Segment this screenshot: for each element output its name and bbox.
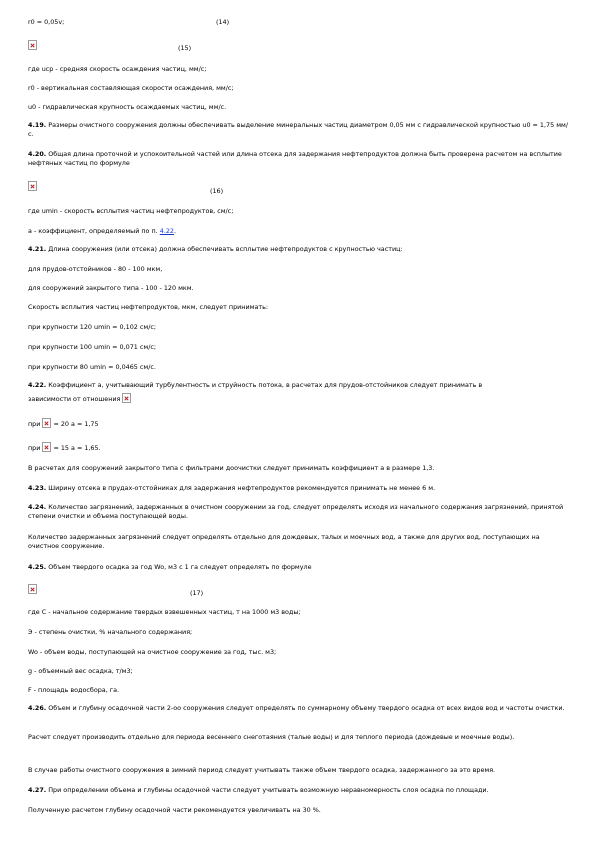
equation-17-number: (17) [190,589,204,597]
definition-text: . [173,227,177,235]
paragraph-4-26-winter: В случае работы очистного сооружения в зимний период следует учитывать также объем твердого осадка, задержанного за это время. [28,766,496,774]
clause-number: 4.21. [28,245,47,253]
clause-text: Длина сооружения (или отсека) должна обеспечивать всплытие нефтепродуктов с крупностью частиц: [48,245,403,253]
list-item: при крупности 80 umin = 0,0465 см/с. [28,363,156,371]
clause-number: 4.19. [28,121,47,129]
ratio-line [28,418,568,430]
clause-number: 4.22. [28,381,47,389]
clause-number: 4.25. [28,563,47,571]
clause-text: Коэффициент a, учитывающий турбулентность и струйность потока, в расчетах для прудов-отстойников следует принимать в [48,381,483,389]
list-item: при крупности 100 umin = 0,071 см/с; [28,343,157,351]
broken-image-icon [42,418,51,428]
clause-text: Общая длина проточной и успокоительной частей или длина отсека для задержания нефтепродуктов должна быть проверена расчетом на всплытие нефтяных частиц по формуле [28,150,562,167]
paragraph-4-26-cont: Расчет следует производить отдельно для периода весеннего снеготаяния (талые воды) и для теплого периода (дождевые и моечные воды). [28,733,515,741]
broken-image-icon [28,181,37,191]
equation-15-number: (15) [178,44,192,52]
definition-line: r0 - вертикальная составляющая скорости осаждения, мм/с; [28,84,234,92]
definition-line [28,227,568,236]
clause-text: Объем и глубину осадочной части 2-оо сооружения следует определять по суммарному объему твердого осадка от всех видов вод и частоты очистки. [48,704,565,712]
list-item: для прудов-отстойников - 80 - 100 мкм, [28,265,163,273]
ratio-value: = 20 a = 1,75 [51,420,99,428]
broken-image-icon [122,393,131,403]
list-item: при крупности 120 umin = 0,102 см/с; [28,323,157,331]
clause-number: 4.24. [28,503,47,511]
paragraph-4-23 [28,484,568,493]
clause-text: Размеры очистного сооружения должны обеспечивать выделение минеральных частиц диаметром 0,05 мм с гидравлической крупностью u0 = 1,75 мм/с. [28,121,568,138]
clause-number: 4.20. [28,150,47,158]
definition-line: где uср - средняя скорость осаждения частиц, мм/с; [28,65,207,73]
paragraph-4-21 [28,245,568,254]
equation-14 [28,18,568,27]
paragraph-4-22 [28,381,568,390]
definition-line: F - площадь водосбора, га. [28,686,120,694]
paragraph-4-24 [28,503,568,521]
paragraph-4-26 [28,704,568,713]
speeds-intro: Скорость всплытия частиц нефтепродуктов, мкм, следует принимать: [28,303,269,311]
definition-line: u0 - гидравлическая крупность осаждаемых частиц, мм/с. [28,103,227,111]
definition-line: где C - начальное содержание твердых взвешенных частиц, т на 1000 м3 воды; [28,608,301,616]
broken-image-icon [28,40,37,50]
clause-link[interactable]: 4.22 [159,227,174,235]
ratio-line [28,442,568,454]
paragraph-4-19 [28,121,568,139]
paragraph-4-27-cont: Полученную расчетом глубину осадочной части рекомендуется увеличивать на 30 %. [28,806,321,814]
ratio-prefix: при [28,420,43,428]
equation-14-number: (14) [216,18,230,26]
clause-number: 4.27. [28,786,47,794]
definition-line: Э - степень очистки, % начального содержания; [28,628,193,636]
definition-line: g - объемный вес осадка, т/м3; [28,667,133,675]
closed-type-note: В расчетах для сооружений закрытого типа с фильтрами доочистки следует принимать коэффициент a в размере 1,3. [28,464,435,472]
broken-image-icon [28,584,37,594]
equation-14-text: r0 = 0,05v; [28,18,65,26]
clause-number: 4.23. [28,484,47,492]
clause-text: Ширину отсека в прудах-отстойниках для задержания нефтепродуктов рекомендуется принимать не менее 6 м. [48,484,436,492]
clause-text: При определении объема и глубины осадочной части следует учитывать возможную неравномерность слоя осадка по площади. [48,786,489,794]
paragraph-4-25 [28,563,568,572]
definition-line: Wo - объем воды, поступающей на очистное сооружение за год, тыс. м3; [28,648,277,656]
broken-image-icon [42,442,51,452]
paragraph-4-22-cont [28,393,568,405]
clause-text: зависимости от отношения [28,395,123,403]
clause-text: Количество загрязнений, задержанных в очистном сооружении за год, следует определять исходя из начального содержания загрязнений, принятой степени очистки и объема поступающей воды. [28,503,564,520]
list-item: для сооружений закрытого типа - 100 - 120 мкм. [28,284,194,292]
equation-16-number: (16) [210,187,224,195]
paragraph-4-24-cont: Количество задержанных загрязнений следует определять отдельно для дождевых, талых и моечных вод, а также для других вод, поступающих на очистное сооружение. [28,533,540,550]
ratio-value: = 15 a = 1,65. [51,444,101,452]
paragraph-4-27 [28,786,568,795]
paragraph-4-20 [28,150,568,168]
definition-line: где umin - скорость всплытия частиц нефтепродуктов, см/с; [28,207,234,215]
ratio-prefix: при [28,444,43,452]
definition-text: a - коэффициент, определяемый по п. [28,227,160,235]
clause-text: Объем твердого осадка за год Wo, м3 с 1 га следует определять по формуле [48,563,312,571]
clause-number: 4.26. [28,704,47,712]
